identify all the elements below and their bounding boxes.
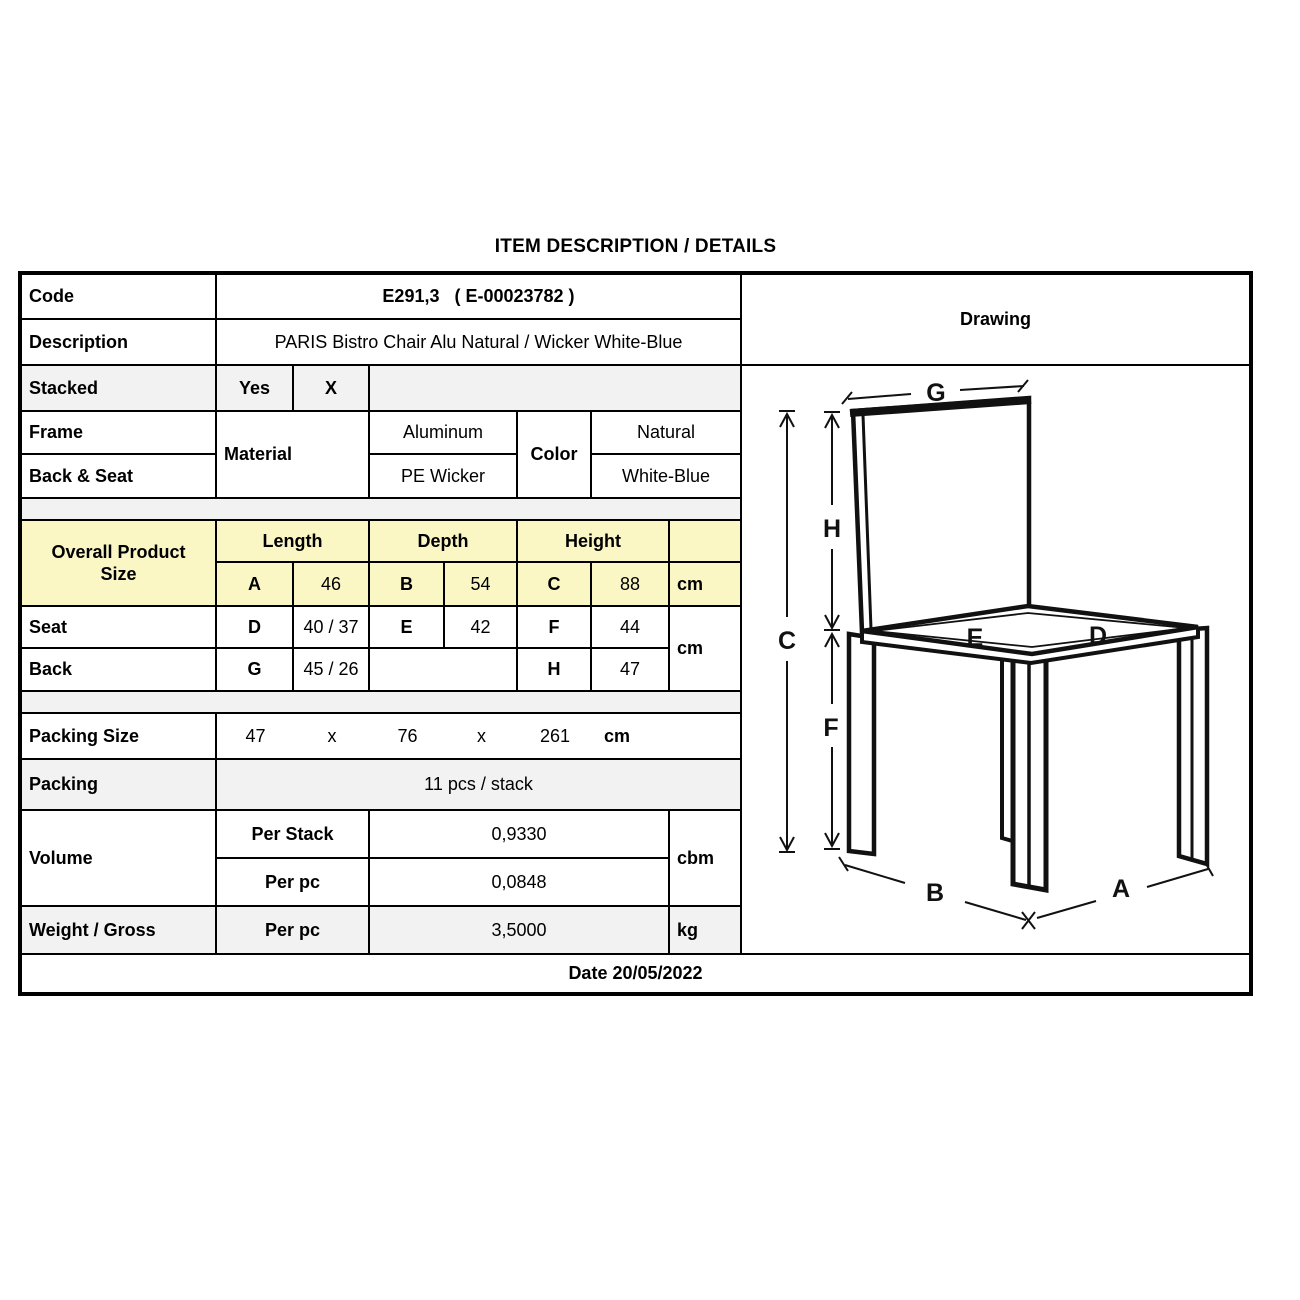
dim-label-g: G (926, 379, 946, 407)
weight-label: Weight / Gross (22, 907, 215, 953)
drawing-header: Drawing (742, 275, 1249, 364)
dim-h-value: 47 (592, 649, 668, 690)
color-frame-value: Natural (592, 412, 740, 453)
material-back-seat-value: PE Wicker (370, 455, 516, 497)
overall-unit-header-empty (670, 521, 740, 561)
volume-per-pc-label: Per pc (217, 859, 368, 905)
page-title: ITEM DESCRIPTION / DETAILS (494, 236, 777, 257)
dim-b-value: 54 (445, 563, 516, 605)
back-seat-label: Back & Seat (22, 455, 215, 497)
back-label: Back (22, 649, 215, 690)
stacked-yes: Yes (217, 366, 292, 410)
dim-f-value: 44 (592, 607, 668, 647)
overall-size-label-line2: Size (100, 564, 137, 584)
length-header: Length (217, 521, 368, 561)
dim-g-value: 45 / 26 (294, 649, 368, 690)
packing-size-x2: x (477, 725, 486, 746)
dim-label-h: H (822, 515, 842, 543)
packing-size-value (217, 714, 740, 758)
dim-label-a: A (1111, 875, 1131, 903)
description-label: Description (22, 320, 215, 364)
material-label: Material (217, 412, 368, 497)
dim-e-key: E (370, 607, 443, 647)
code-label: Code (22, 275, 215, 318)
color-back-seat-value: White-Blue (592, 455, 740, 497)
dim-g-key: G (217, 649, 292, 690)
spacer-row (22, 499, 740, 519)
dim-f-key: F (518, 607, 590, 647)
frame-label: Frame (22, 412, 215, 453)
weight-unit: kg (670, 907, 740, 953)
dim-d-value: 40 / 37 (294, 607, 368, 647)
weight-value: 3,5000 (370, 907, 668, 953)
stacked-x-mark: X (294, 366, 368, 410)
dim-e-value: 42 (445, 607, 516, 647)
overall-size-label-line1: Overall Product (51, 541, 186, 562)
packing-label: Packing (22, 760, 215, 809)
dim-h-key: H (518, 649, 590, 690)
dim-c-value: 88 (592, 563, 668, 605)
volume-per-stack-label: Per Stack (217, 811, 368, 857)
packing-size-v3: 261 (539, 725, 571, 746)
volume-label: Volume (22, 811, 215, 905)
volume-per-stack-value: 0,9330 (370, 811, 668, 857)
packing-size-unit: cm (604, 725, 631, 746)
packing-value: 11 pcs / stack (217, 760, 740, 809)
dim-d-key: D (217, 607, 292, 647)
stacked-label: Stacked (22, 366, 215, 410)
depth-header: Depth (370, 521, 516, 561)
weight-per-pc-label: Per pc (217, 907, 368, 953)
dim-label-d: D (1088, 622, 1108, 650)
volume-per-pc-value: 0,0848 (370, 859, 668, 905)
description-value: PARIS Bistro Chair Alu Natural / Wicker White-Blue (217, 320, 740, 364)
drawing-cell (742, 366, 1249, 953)
spec-table (18, 271, 1253, 996)
packing-size-v2: 76 (397, 725, 418, 746)
overall-unit: cm (670, 563, 740, 605)
height-header: Height (518, 521, 668, 561)
spacer-row-2 (22, 692, 740, 712)
chair-drawing (742, 366, 1249, 953)
dim-a-key: A (217, 563, 292, 605)
dim-label-e: E (966, 624, 984, 652)
chair-leg-back-left (849, 634, 874, 854)
chair-backrest (853, 398, 1029, 632)
seat-label: Seat (22, 607, 215, 647)
dim-label-f: F (823, 714, 839, 742)
date-row: Date 20/05/2022 (22, 955, 1249, 992)
packing-size-v1: 47 (245, 725, 266, 746)
material-frame-value: Aluminum (370, 412, 516, 453)
code-value: E291,3 ( E-00023782 ) (217, 275, 740, 318)
dim-a-value: 46 (294, 563, 368, 605)
seat-back-unit: cm (670, 607, 740, 690)
packing-size-x1: x (327, 725, 337, 746)
stacked-empty-cell (370, 366, 740, 410)
color-label: Color (518, 412, 590, 497)
back-empty-cell (370, 649, 516, 690)
dim-c-key: C (518, 563, 590, 605)
overall-size-label (22, 521, 215, 605)
dim-b-key: B (370, 563, 443, 605)
packing-size-label: Packing Size (22, 714, 215, 758)
volume-unit: cbm (670, 811, 740, 905)
dim-label-b: B (925, 879, 945, 907)
dim-label-c: C (777, 627, 797, 655)
